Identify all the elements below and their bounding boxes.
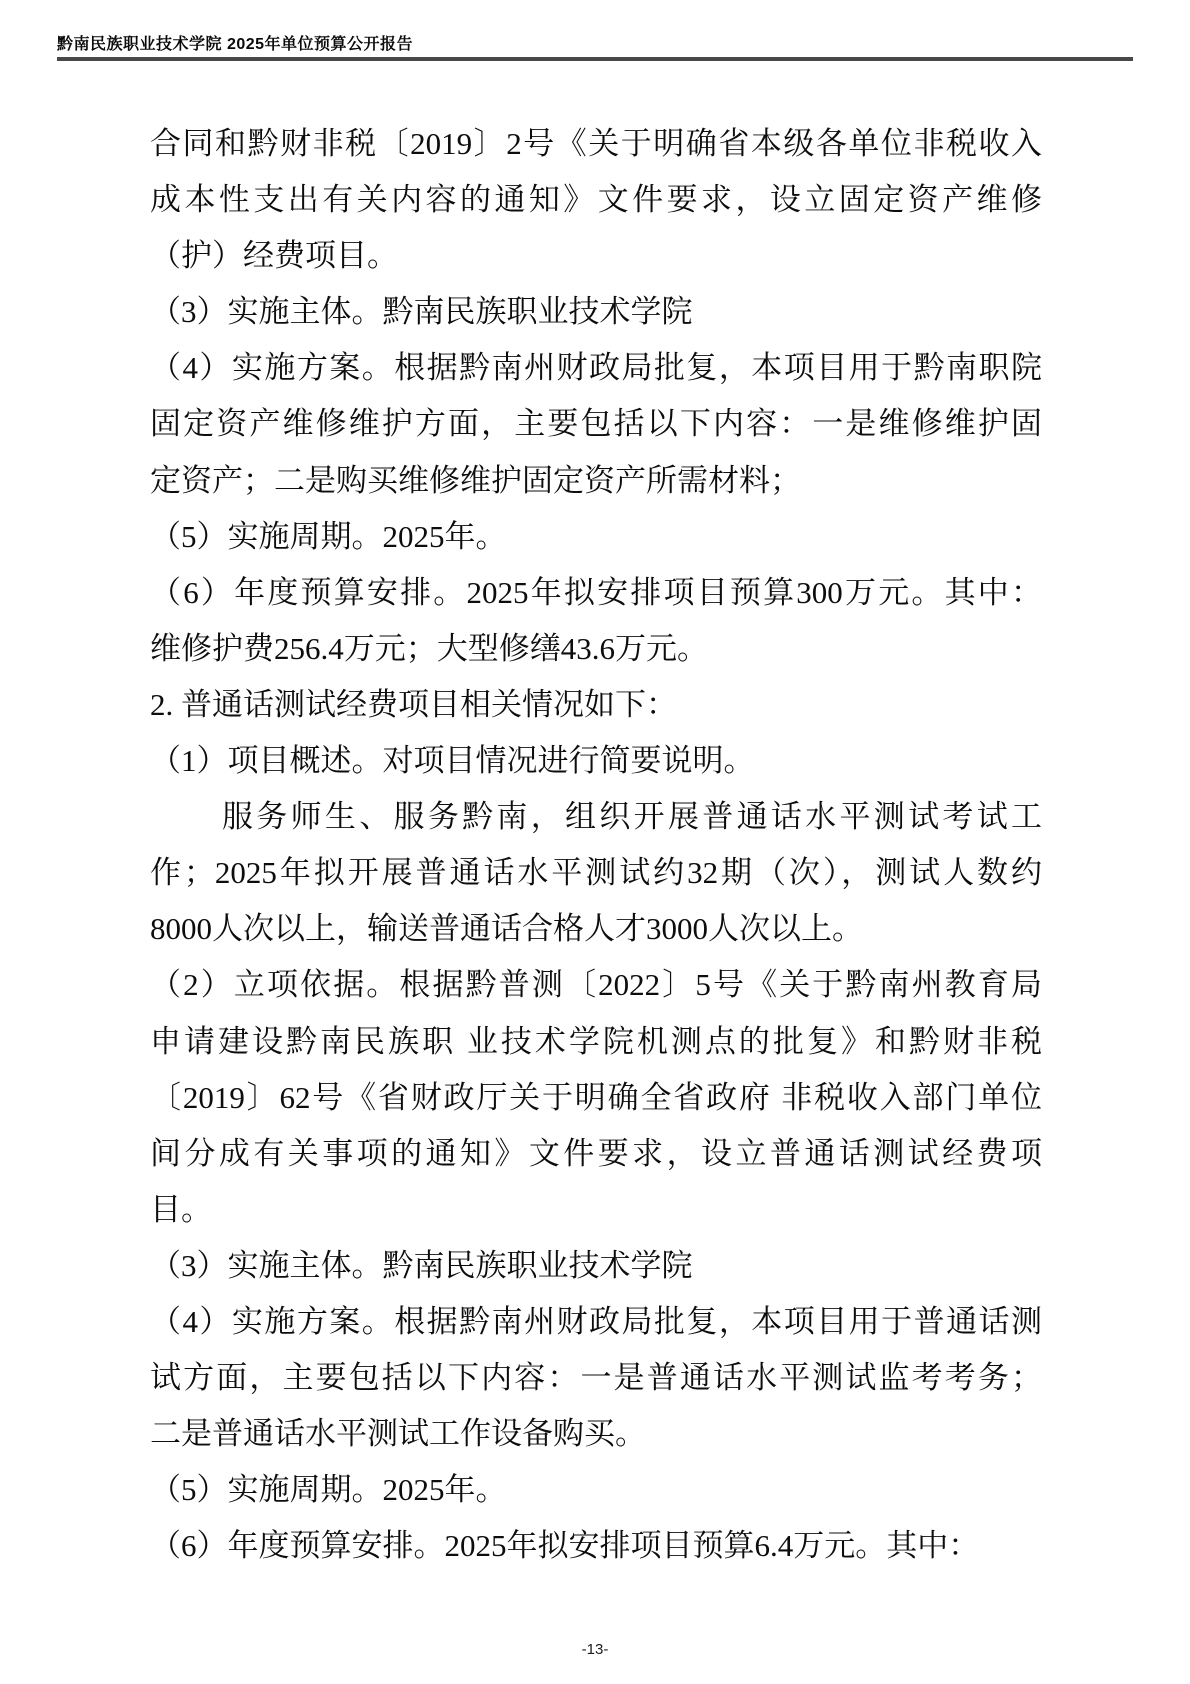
text-line: 〔2019〕62号《省财政厅关于明确全省政府 非税收入部门单位 — [150, 1079, 1042, 1115]
text-line: 目。 — [150, 1191, 212, 1227]
text-line: （6）年度预算安排。2025年拟安排项目预算300万元。其中： — [150, 574, 1042, 610]
text-line: 固定资产维修维护方面，主要包括以下内容：一是维修维护固 — [150, 406, 1042, 442]
page-number: -13- — [581, 1641, 609, 1658]
text-line: 试方面，主要包括以下内容：一是普通话水平测试监考考务； — [150, 1360, 1042, 1396]
text-line: （6）年度预算安排。2025年拟安排项目预算6.4万元。其中： — [150, 1528, 980, 1564]
header-rule — [57, 57, 1133, 61]
text-line: 服务师生、服务黔南，组织开展普通话水平测试考试工 — [222, 799, 1042, 835]
text-line: 8000人次以上，输送普通话合格人才3000人次以上。 — [150, 911, 863, 947]
text-line: （4）实施方案。根据黔南州财政局批复，本项目用于普通话测 — [150, 1303, 1042, 1339]
page-footer — [0, 1641, 1190, 1658]
page-header-title: 黔南民族职业技术学院 2025年单位预算公开报告 — [57, 36, 414, 53]
text-line: 合同和黔财非税〔2019〕2号《关于明确省本级各单位非税收入 — [150, 126, 1042, 161]
text-line: 作；2025年拟开展普通话水平测试约32期（次），测试人数约 — [150, 855, 1042, 891]
text-line: （4）实施方案。根据黔南州财政局批复，本项目用于黔南职院 — [150, 350, 1042, 386]
text-line: 成本性支出有关内容的通知》文件要求，设立固定资产维修 — [150, 182, 1042, 218]
text-line: （5）实施周期。2025年。 — [150, 1472, 507, 1508]
text-line: （3）实施主体。黔南民族职业技术学院 — [150, 294, 693, 330]
text-line: 申请建设黔南民族职 业技术学院机测点的批复》和黔财非税 — [150, 1023, 1042, 1059]
document-body — [150, 116, 1042, 1574]
text-line: 间分成有关事项的通知》文件要求，设立普通话测试经费项 — [150, 1135, 1042, 1171]
text-line: （2）立项依据。根据黔普测〔2022〕5号《关于黔南州教育局 — [150, 967, 1042, 1003]
text-line: 维修护费256.4万元；大型修缮43.6万元。 — [150, 630, 708, 666]
text-line: 二是普通话水平测试工作设备购买。 — [150, 1416, 646, 1452]
text-line: 定资产；二是购买维修维护固定资产所需材料； — [150, 462, 801, 498]
text-line: 2. 普通话测试经费项目相关情况如下： — [150, 686, 677, 722]
text-line: （1）项目概述。对项目情况进行简要说明。 — [150, 743, 755, 779]
text-line: （护）经费项目。 — [150, 238, 398, 274]
text-line: （5）实施周期。2025年。 — [150, 518, 507, 554]
text-line: （3）实施主体。黔南民族职业技术学院 — [150, 1247, 693, 1283]
